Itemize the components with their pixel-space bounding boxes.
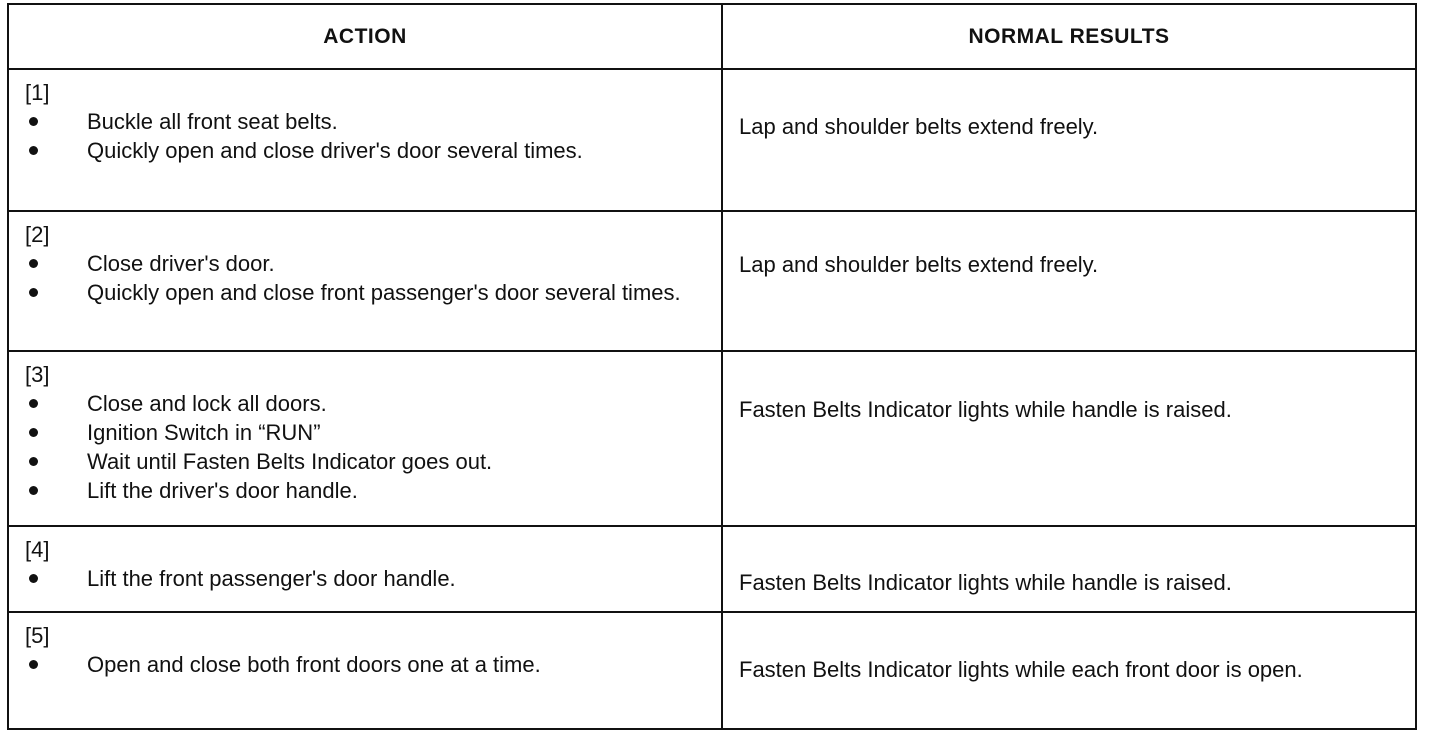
action-item: Ignition Switch in “RUN” [25,418,715,447]
table-row [9,70,1415,212]
table-row [9,212,1415,352]
action-item: Open and close both front doors one at a time. [25,650,715,679]
action-cell [25,212,715,307]
procedure-table [7,3,1417,730]
step-number: [4] [25,537,50,562]
action-item: Quickly open and close front passenger's door several times. [25,278,715,307]
action-item: Lift the front passenger's door handle. [25,564,715,593]
action-list [25,389,715,505]
table-header-row [9,5,1415,70]
result-cell: Lap and shoulder belts extend freely. [739,252,1099,277]
result-cell: Fasten Belts Indicator lights while handle is raised. [739,397,1232,422]
action-list [25,107,715,165]
action-item: Quickly open and close driver's door several times. [25,136,647,165]
table-row [9,613,1415,730]
result-cell: Fasten Belts Indicator lights while handle is raised. [739,570,1232,595]
action-header: ACTION [323,24,407,48]
table-row [9,352,1415,527]
step-number: [1] [25,80,50,105]
action-item: Close driver's door. [25,249,715,278]
action-cell [25,352,715,505]
action-list [25,249,715,307]
result-cell: Fasten Belts Indicator lights while each front door is open. [739,657,1303,682]
result-cell: Lap and shoulder belts extend freely. [739,114,1099,139]
action-list [25,564,715,593]
action-item: Lift the driver's door handle. [25,476,715,505]
step-number: [3] [25,362,50,387]
action-cell [25,527,715,593]
action-cell [25,70,715,165]
action-item: Buckle all front seat belts. [25,107,715,136]
action-list [25,650,715,679]
action-cell [25,613,715,679]
step-number: [5] [25,623,50,648]
action-item: Close and lock all doors. [25,389,715,418]
step-number: [2] [25,222,50,247]
table-row [9,527,1415,613]
normal-results-header: NORMAL RESULTS [968,24,1170,48]
action-item: Wait until Fasten Belts Indicator goes out. [25,447,715,476]
